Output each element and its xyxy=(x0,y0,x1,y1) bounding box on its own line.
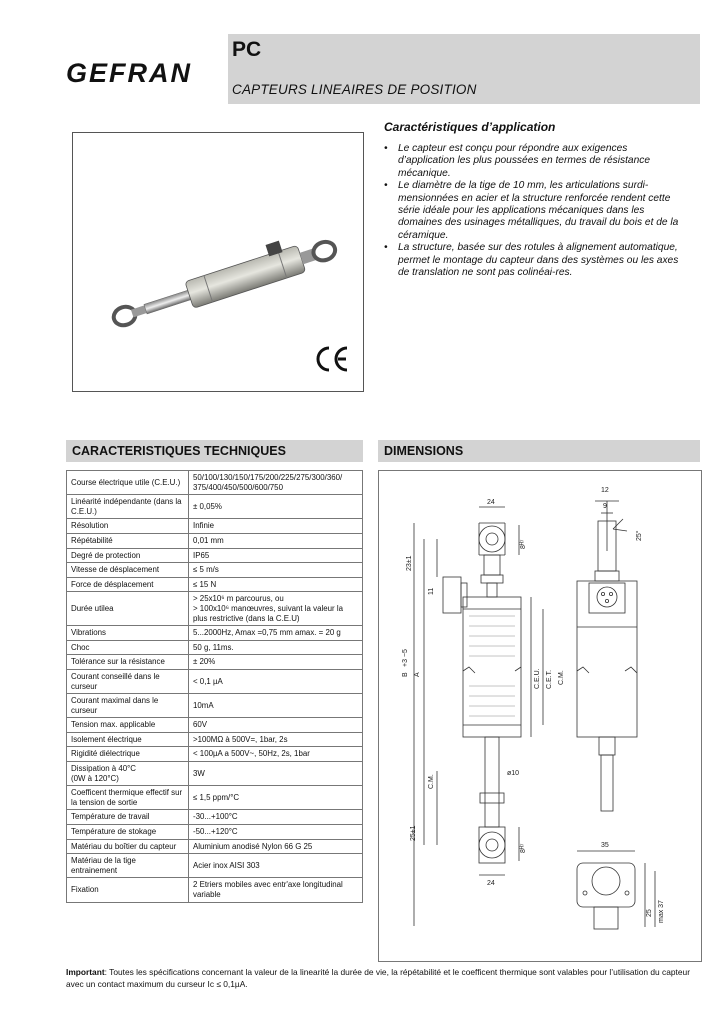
spec-value: -50...+120°C xyxy=(189,825,363,840)
dim-label-cet: C.E.T. xyxy=(546,669,553,689)
spec-row xyxy=(67,533,363,548)
spec-value: 60V xyxy=(189,718,363,733)
dim-label-8h7-top: 8ᴴ⁷ xyxy=(520,539,527,549)
spec-row xyxy=(67,548,363,563)
spec-row xyxy=(67,592,363,626)
spec-label: Température de travail xyxy=(67,810,189,825)
spec-row xyxy=(67,718,363,733)
dim-label-max37: max 37 xyxy=(658,900,665,923)
spec-value: 50 g, 11ms. xyxy=(189,640,363,655)
spec-value: 3W xyxy=(189,762,363,786)
spec-row xyxy=(67,854,363,878)
dimensions-section-title: DIMENSIONS xyxy=(378,440,700,462)
dim-label-25pm: 25±1 xyxy=(410,825,417,841)
application-title: Caractéristiques d’application xyxy=(384,120,556,134)
spec-label: Degré de protection xyxy=(67,548,189,563)
spec-value: ± 0,05% xyxy=(189,495,363,519)
spec-label: Résolution xyxy=(67,519,189,534)
spec-value: Infinie xyxy=(189,519,363,534)
spec-label: Vibrations xyxy=(67,626,189,641)
spec-label: Isolement électrique xyxy=(67,732,189,747)
spec-value: 5...2000Hz, Amax =0,75 mm amax. = 20 g xyxy=(189,626,363,641)
dim-label-24-bot: 24 xyxy=(487,880,495,887)
spec-label: Courant conseillé dans le curseur xyxy=(67,669,189,693)
spec-value: 50/100/130/150/175/200/225/275/300/360/ 375/400/450/500/600/750 xyxy=(189,471,363,495)
spec-value: ≤ 1,5 ppm/°C xyxy=(189,786,363,810)
product-code: PC xyxy=(232,38,262,61)
note-text: : Toutes les spécifications concernant la valeur de la linearité la durée de vie, la répétabilité et le coefficent thermique sont valables pour l’utilisation du capteur avec un contact maximum du curseur Ic ≤ 0,1µA. xyxy=(66,967,690,989)
important-note xyxy=(66,966,706,990)
application-list xyxy=(384,143,684,279)
spec-value: -30...+100°C xyxy=(189,810,363,825)
spec-row xyxy=(67,878,363,902)
dim-label-d10: ø10 xyxy=(507,770,520,777)
dim-label-cm-left: C.M. xyxy=(428,774,435,789)
dimensions-drawing xyxy=(378,470,702,962)
application-item: • Le capteur est conçu pour répondre aux exigences d’application les plus poussées en termes de résistance mécanique. xyxy=(384,143,651,179)
spec-row xyxy=(67,825,363,840)
spec-row xyxy=(67,655,363,670)
spec-row xyxy=(67,471,363,495)
spec-row xyxy=(67,640,363,655)
spec-value: < 100µA a 500V~, 50Hz, 2s, 1bar xyxy=(189,747,363,762)
gefran-logo xyxy=(66,58,226,88)
spec-row xyxy=(67,786,363,810)
brand-name: GEFRAN xyxy=(66,58,192,88)
spec-label: Coefficent thermique effectif sur la tension de sortie xyxy=(67,786,189,810)
spec-label: Matériau de la tige entrainement xyxy=(67,854,189,878)
dim-label-11: 11 xyxy=(428,587,435,595)
spec-row xyxy=(67,694,363,718)
spec-row xyxy=(67,626,363,641)
dim-label-b: B xyxy=(402,672,409,677)
dim-label-8h7-bot: 8ᴴ⁷ xyxy=(520,843,527,853)
spec-label: Tension max. applicable xyxy=(67,718,189,733)
dim-label-a: A xyxy=(414,672,421,677)
spec-value: < 0,1 µA xyxy=(189,669,363,693)
product-subtitle: CAPTEURS LINEAIRES DE POSITION xyxy=(232,82,477,97)
spec-label: Linéarité indépendante (dans la C.E.U.) xyxy=(67,495,189,519)
spec-value: 10mA xyxy=(189,694,363,718)
spec-row xyxy=(67,839,363,854)
spec-row xyxy=(67,669,363,693)
bullet-icon: • xyxy=(384,180,388,192)
dim-label-25deg: 25° xyxy=(636,530,643,541)
sensor-illustration xyxy=(73,133,363,391)
spec-value: > 25x10⁶ m parcourus, ou > 100x10⁶ manœuvres, suivant la valeur la plus restrictive (dans la C.E.U) xyxy=(189,592,363,626)
spec-value: 2 Etriers mobiles avec entr'axe longitudinal variable xyxy=(189,878,363,902)
dim-label-35: 35 xyxy=(601,842,609,849)
product-photo xyxy=(72,132,364,392)
spec-value: Aluminium anodisé Nylon 66 G 25 xyxy=(189,839,363,854)
spec-label: Courant maximal dans le curseur xyxy=(67,694,189,718)
spec-label: Durée utilea xyxy=(67,592,189,626)
spec-value: Acier inox AISI 303 xyxy=(189,854,363,878)
spec-row xyxy=(67,577,363,592)
dim-label-23: 23±1 xyxy=(406,555,413,571)
spec-label: Tolérance sur la résistance xyxy=(67,655,189,670)
spec-label: Fixation xyxy=(67,878,189,902)
application-item: • Le diamètre de la tige de 10 mm, les articulations surdi-mensionnées en acier et la structure renforcée rendent cette série idéale pour les applications mécaniques dans les domaines des usinages métalliques, du travail du bois et de la céramique. xyxy=(384,180,679,241)
spec-row xyxy=(67,747,363,762)
spec-row xyxy=(67,495,363,519)
spec-row xyxy=(67,563,363,578)
dim-label-ceu: C.E.U. xyxy=(534,668,541,689)
dim-label-9: 9 xyxy=(603,503,607,510)
application-item: • La structure, basée sur des rotules à alignement automatique, permet le montage du capteur dans des systèmes ou les axes de translation ne sont pas colinéai-res. xyxy=(384,242,679,279)
spec-row xyxy=(67,810,363,825)
dim-label-12: 12 xyxy=(601,487,609,494)
spec-value: ≤ 5 m/s xyxy=(189,563,363,578)
spec-label: Vitesse de désplacement xyxy=(67,563,189,578)
ce-mark-icon xyxy=(318,348,347,370)
dim-label-25: 25 xyxy=(646,909,653,917)
bullet-icon: • xyxy=(384,242,388,254)
spec-row xyxy=(67,762,363,786)
spec-row xyxy=(67,732,363,747)
dim-label-tol: +3 −5 xyxy=(402,649,409,667)
spec-value: IP65 xyxy=(189,548,363,563)
dim-label-cm-right: C.M. xyxy=(558,670,565,685)
spec-label: Force de désplacement xyxy=(67,577,189,592)
note-bold: Important xyxy=(66,967,105,977)
spec-value: ≤ 15 N xyxy=(189,577,363,592)
spec-value: 0,01 mm xyxy=(189,533,363,548)
spec-label: Température de stokage xyxy=(67,825,189,840)
dim-label-24-top: 24 xyxy=(487,499,495,506)
bullet-icon: • xyxy=(384,143,388,154)
spec-label: Course électrique utile (C.E.U.) xyxy=(67,471,189,495)
spec-label: Rigidité diélectrique xyxy=(67,747,189,762)
tech-specs-table xyxy=(66,470,363,903)
spec-row xyxy=(67,519,363,534)
spec-label: Matériau du boîtier du capteur xyxy=(67,839,189,854)
spec-value: ± 20% xyxy=(189,655,363,670)
spec-label: Dissipation à 40°C (0W à 120°C) xyxy=(67,762,189,786)
spec-label: Choc xyxy=(67,640,189,655)
spec-label: Répétabilité xyxy=(67,533,189,548)
tech-section-title: CARACTERISTIQUES TECHNIQUES xyxy=(66,440,363,462)
spec-value: >100MΩ à 500V=, 1bar, 2s xyxy=(189,732,363,747)
